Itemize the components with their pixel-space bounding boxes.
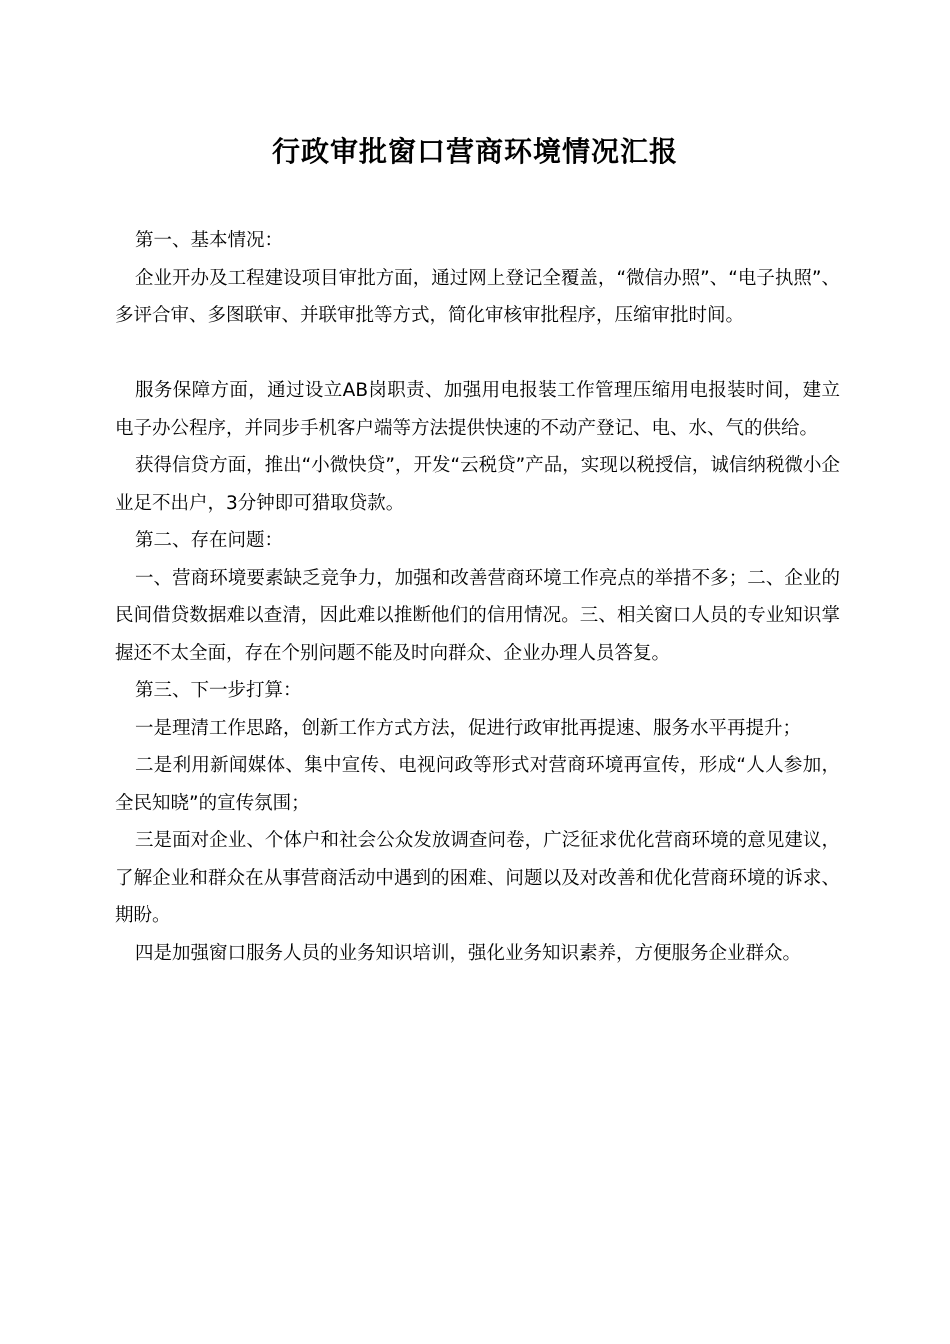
section-heading-problems: 第二、存在问题：: [135, 530, 284, 551]
document-body: [115, 222, 840, 972]
paragraph-credit: 获得信贷方面，推出“小微快贷”，开发“云税贷”产品，实现以税授信，诚信纳税微小企业足不出户，3分钟即可猎取贷款。: [115, 455, 840, 514]
document-title: 行政审批窗口营商环境情况汇报: [271, 135, 678, 168]
paragraph-enterprise-approval: 企业开办及工程建设项目审批方面，通过网上登记全覆盖，“微信办照”、“电子执照”、多评合审、多图联审、并联审批等方式，简化审核审批程序，压缩审批时间。: [115, 267, 840, 326]
section-heading-basic: 第一、基本情况：: [135, 230, 284, 251]
paragraph-problems: 一、营商环境要素缺乏竞争力，加强和改善营商环境工作亮点的举措不多；二、企业的民间借贷数据难以查清，因此难以推断他们的信用情况。三、相关窗口人员的专业知识掌握还不太全面，存在个别问题不能及时向群众、企业办理人员答复。: [115, 567, 840, 664]
paragraph-step-2: 二是利用新闻媒体、集中宣传、电视问政等形式对营商环境再宣传，形成“人人参加，全民知晓”的宣传氛围；: [115, 755, 840, 814]
paragraph-service-guarantee: 服务保障方面，通过设立AB岗职责、加强用电报装工作管理压缩用电报装时间，建立电子办公程序，并同步手机客户端等方法提供快速的不动产登记、电、水、气的供给。: [115, 380, 840, 439]
section-heading-next-steps: 第三、下一步打算：: [135, 680, 302, 701]
paragraph-step-4: 四是加强窗口服务人员的业务知识培训，强化业务知识素养，方便服务企业群众。: [135, 942, 802, 964]
paragraph-step-3: 三是面对企业、个体户和社会公众发放调查问卷，广泛征求优化营商环境的意见建议，了解企业和群众在从事营商活动中遇到的困难、问题以及对改善和优化营商环境的诉求、期盼。: [115, 830, 840, 926]
paragraph-step-1: 一是理清工作思路，创新工作方式方法，促进行政审批再提速、服务水平再提升；: [135, 717, 802, 739]
paragraph-spacer: [115, 335, 840, 373]
